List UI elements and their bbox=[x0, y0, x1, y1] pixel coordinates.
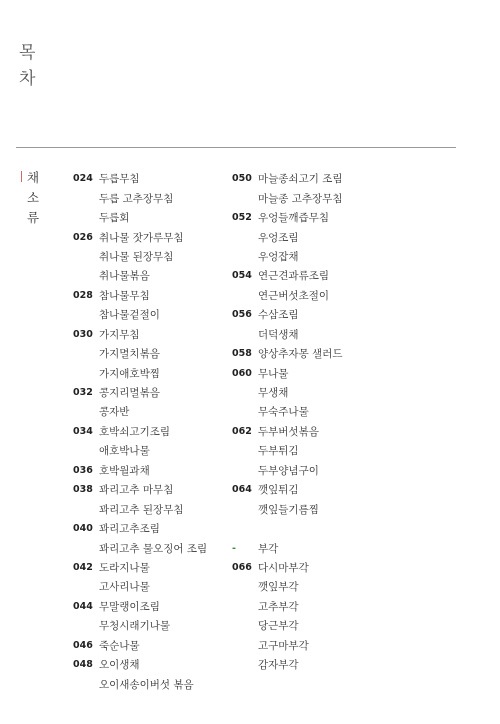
toc-entry[interactable] bbox=[232, 325, 342, 344]
entry-title: 두릅무침 bbox=[99, 173, 140, 186]
entry-title: 두릅 고추장무침 bbox=[99, 192, 174, 205]
page-number: 026 bbox=[73, 231, 93, 243]
toc-entry[interactable] bbox=[232, 499, 342, 518]
entry-title: 꽈리고추조림 bbox=[99, 523, 160, 536]
section-marker bbox=[21, 171, 22, 182]
toc-entry[interactable] bbox=[232, 208, 342, 227]
toc-entry[interactable] bbox=[73, 363, 207, 382]
toc-entry[interactable] bbox=[73, 636, 207, 655]
entry-title: 연근견과류조림 bbox=[258, 270, 330, 283]
entry-title: 오이새송이버섯 볶음 bbox=[99, 678, 194, 691]
entry-title: 무청시래기나물 bbox=[99, 620, 171, 633]
entry-title: 감자부각 bbox=[258, 659, 299, 672]
page-number: 044 bbox=[73, 600, 93, 612]
subsection-marker: - bbox=[232, 542, 236, 554]
page-number: 056 bbox=[232, 309, 252, 321]
entry-title: 호박쇠고기조림 bbox=[99, 425, 171, 438]
toc-entry[interactable] bbox=[73, 597, 207, 616]
page-number: 048 bbox=[73, 659, 93, 671]
toc-entry[interactable] bbox=[73, 616, 207, 635]
toc-entry[interactable] bbox=[232, 227, 342, 246]
entry-title: 두부양념구이 bbox=[258, 464, 319, 477]
page-number: 032 bbox=[73, 387, 93, 399]
entry-title: 콩자반 bbox=[99, 406, 130, 419]
toc-entry[interactable] bbox=[73, 538, 207, 557]
entry-title: 연근버섯초절이 bbox=[258, 289, 330, 302]
toc-entry[interactable] bbox=[73, 499, 207, 518]
toc-right-column bbox=[232, 169, 342, 674]
entry-title: 두부버섯볶음 bbox=[258, 425, 319, 438]
entry-title: 깻잎들기름찜 bbox=[258, 503, 319, 516]
toc-entry[interactable] bbox=[232, 577, 342, 596]
toc-entry[interactable] bbox=[232, 441, 342, 460]
toc-entry[interactable] bbox=[73, 266, 207, 285]
toc-entry[interactable] bbox=[232, 597, 342, 616]
page-number: 064 bbox=[232, 484, 252, 496]
page-title-line-1: 목 bbox=[19, 43, 37, 63]
toc-left-column bbox=[73, 169, 207, 694]
page-number: 028 bbox=[73, 289, 93, 301]
page-number: 030 bbox=[73, 328, 93, 340]
entry-title: 더덕생채 bbox=[258, 328, 299, 341]
page-number: 054 bbox=[232, 270, 252, 282]
spacer bbox=[232, 519, 342, 538]
page-number: 040 bbox=[73, 523, 93, 535]
toc-entry[interactable] bbox=[232, 422, 342, 441]
page-number: 052 bbox=[232, 212, 252, 224]
entry-title: 마늘종 고추장무침 bbox=[258, 192, 343, 205]
entry-title: 참나물겉절이 bbox=[99, 309, 160, 322]
entry-title: 참나물무침 bbox=[99, 289, 150, 302]
toc-entry[interactable] bbox=[232, 305, 342, 324]
page-number: 042 bbox=[73, 561, 93, 573]
toc-entry[interactable] bbox=[232, 480, 342, 499]
toc-entry[interactable] bbox=[73, 169, 207, 188]
toc-entry[interactable] bbox=[73, 227, 207, 246]
toc-entry[interactable] bbox=[232, 461, 342, 480]
entry-title: 마늘종쇠고기 조림 bbox=[258, 173, 343, 186]
toc-entry[interactable] bbox=[232, 558, 342, 577]
entry-title: 고추부각 bbox=[258, 600, 299, 613]
toc-entry[interactable] bbox=[73, 247, 207, 266]
toc-entry[interactable] bbox=[73, 422, 207, 441]
page-number: 036 bbox=[73, 464, 93, 476]
toc-entry[interactable] bbox=[73, 344, 207, 363]
entry-title: 꽈리고추 된장무침 bbox=[99, 503, 184, 516]
entry-title: 고구마부각 bbox=[258, 639, 309, 652]
section-label-char-1: 채 bbox=[27, 170, 40, 185]
toc-entry[interactable] bbox=[232, 363, 342, 382]
entry-title: 콩지리멸볶음 bbox=[99, 387, 160, 400]
toc-entry[interactable] bbox=[232, 616, 342, 635]
toc-entry[interactable] bbox=[73, 325, 207, 344]
entry-title: 가지무침 bbox=[99, 328, 140, 341]
entry-title: 무생채 bbox=[258, 387, 289, 400]
section-label-char-2: 소 bbox=[27, 190, 40, 205]
toc-entry[interactable] bbox=[73, 383, 207, 402]
entry-title: 취나물볶음 bbox=[99, 270, 150, 283]
toc-entry[interactable] bbox=[232, 383, 342, 402]
entry-title: 호박월과채 bbox=[99, 464, 150, 477]
entry-title: 다시마부각 bbox=[258, 561, 309, 574]
toc-entry[interactable] bbox=[73, 286, 207, 305]
page-title bbox=[19, 40, 36, 92]
toc-entry[interactable] bbox=[73, 655, 207, 674]
section-label-char-3: 류 bbox=[27, 210, 40, 225]
toc-entry[interactable] bbox=[73, 441, 207, 460]
entry-title: 우엉들깨즙무침 bbox=[258, 212, 330, 225]
entry-title: 우엉조림 bbox=[258, 231, 299, 244]
entry-title: 죽순나물 bbox=[99, 639, 140, 652]
toc-entry[interactable] bbox=[73, 461, 207, 480]
toc-entry[interactable] bbox=[73, 305, 207, 324]
entry-title: 취나물 된장무침 bbox=[99, 250, 174, 263]
toc-entry[interactable] bbox=[232, 266, 342, 285]
toc-entry[interactable] bbox=[232, 344, 342, 363]
entry-title: 가지애호박찜 bbox=[99, 367, 160, 380]
toc-entry[interactable] bbox=[232, 655, 342, 674]
entry-title: 무숙주나물 bbox=[258, 406, 309, 419]
entry-title: 무말랭이조림 bbox=[99, 600, 160, 613]
entry-title: 도라지나물 bbox=[99, 561, 150, 574]
entry-title: 오이생채 bbox=[99, 659, 140, 672]
entry-title: 두릅회 bbox=[99, 212, 130, 225]
page-number: 034 bbox=[73, 425, 93, 437]
subsection-title: 부각 bbox=[258, 542, 279, 555]
page-title-line-2: 차 bbox=[19, 69, 37, 89]
page-number: 058 bbox=[232, 348, 252, 360]
page-number: 038 bbox=[73, 484, 93, 496]
section-label bbox=[27, 168, 39, 228]
page-number: 060 bbox=[232, 367, 252, 379]
entry-title: 깻잎튀김 bbox=[258, 484, 299, 497]
entry-title: 애호박나물 bbox=[99, 445, 150, 458]
page-number: 050 bbox=[232, 173, 252, 185]
page-number: 066 bbox=[232, 561, 252, 573]
entry-title: 수삼조림 bbox=[258, 309, 299, 322]
toc-entry[interactable] bbox=[73, 480, 207, 499]
entry-title: 양상추자몽 샐러드 bbox=[258, 348, 343, 361]
entry-title: 꽈리고추 물오징어 조림 bbox=[99, 542, 208, 555]
toc-entry[interactable] bbox=[232, 188, 342, 207]
entry-title: 당근부각 bbox=[258, 620, 299, 633]
page-number: 024 bbox=[73, 173, 93, 185]
entry-title: 무나물 bbox=[258, 367, 289, 380]
toc-entry[interactable] bbox=[73, 558, 207, 577]
entry-title: 두부튀김 bbox=[258, 445, 299, 458]
toc-entry[interactable] bbox=[232, 247, 342, 266]
toc-entry[interactable] bbox=[232, 169, 342, 188]
toc-entry[interactable] bbox=[73, 188, 207, 207]
toc-entry[interactable] bbox=[73, 519, 207, 538]
entry-title: 가지멸치볶음 bbox=[99, 348, 160, 361]
header-divider bbox=[16, 147, 456, 148]
subsection-heading bbox=[232, 538, 342, 557]
entry-title: 고사리나물 bbox=[99, 581, 150, 594]
page-number: 046 bbox=[73, 639, 93, 651]
toc-entry[interactable] bbox=[73, 402, 207, 421]
toc-entry[interactable] bbox=[73, 577, 207, 596]
toc-entry[interactable] bbox=[73, 674, 207, 693]
toc-entry[interactable] bbox=[232, 636, 342, 655]
entry-title: 꽈리고추 마무침 bbox=[99, 484, 174, 497]
toc-entry[interactable] bbox=[232, 402, 342, 421]
toc-entry[interactable] bbox=[73, 208, 207, 227]
entry-title: 우엉잡채 bbox=[258, 250, 299, 263]
toc-entry[interactable] bbox=[232, 286, 342, 305]
entry-title: 취나물 잣가루무침 bbox=[99, 231, 184, 244]
entry-title: 깻잎부각 bbox=[258, 581, 299, 594]
page-number: 062 bbox=[232, 425, 252, 437]
